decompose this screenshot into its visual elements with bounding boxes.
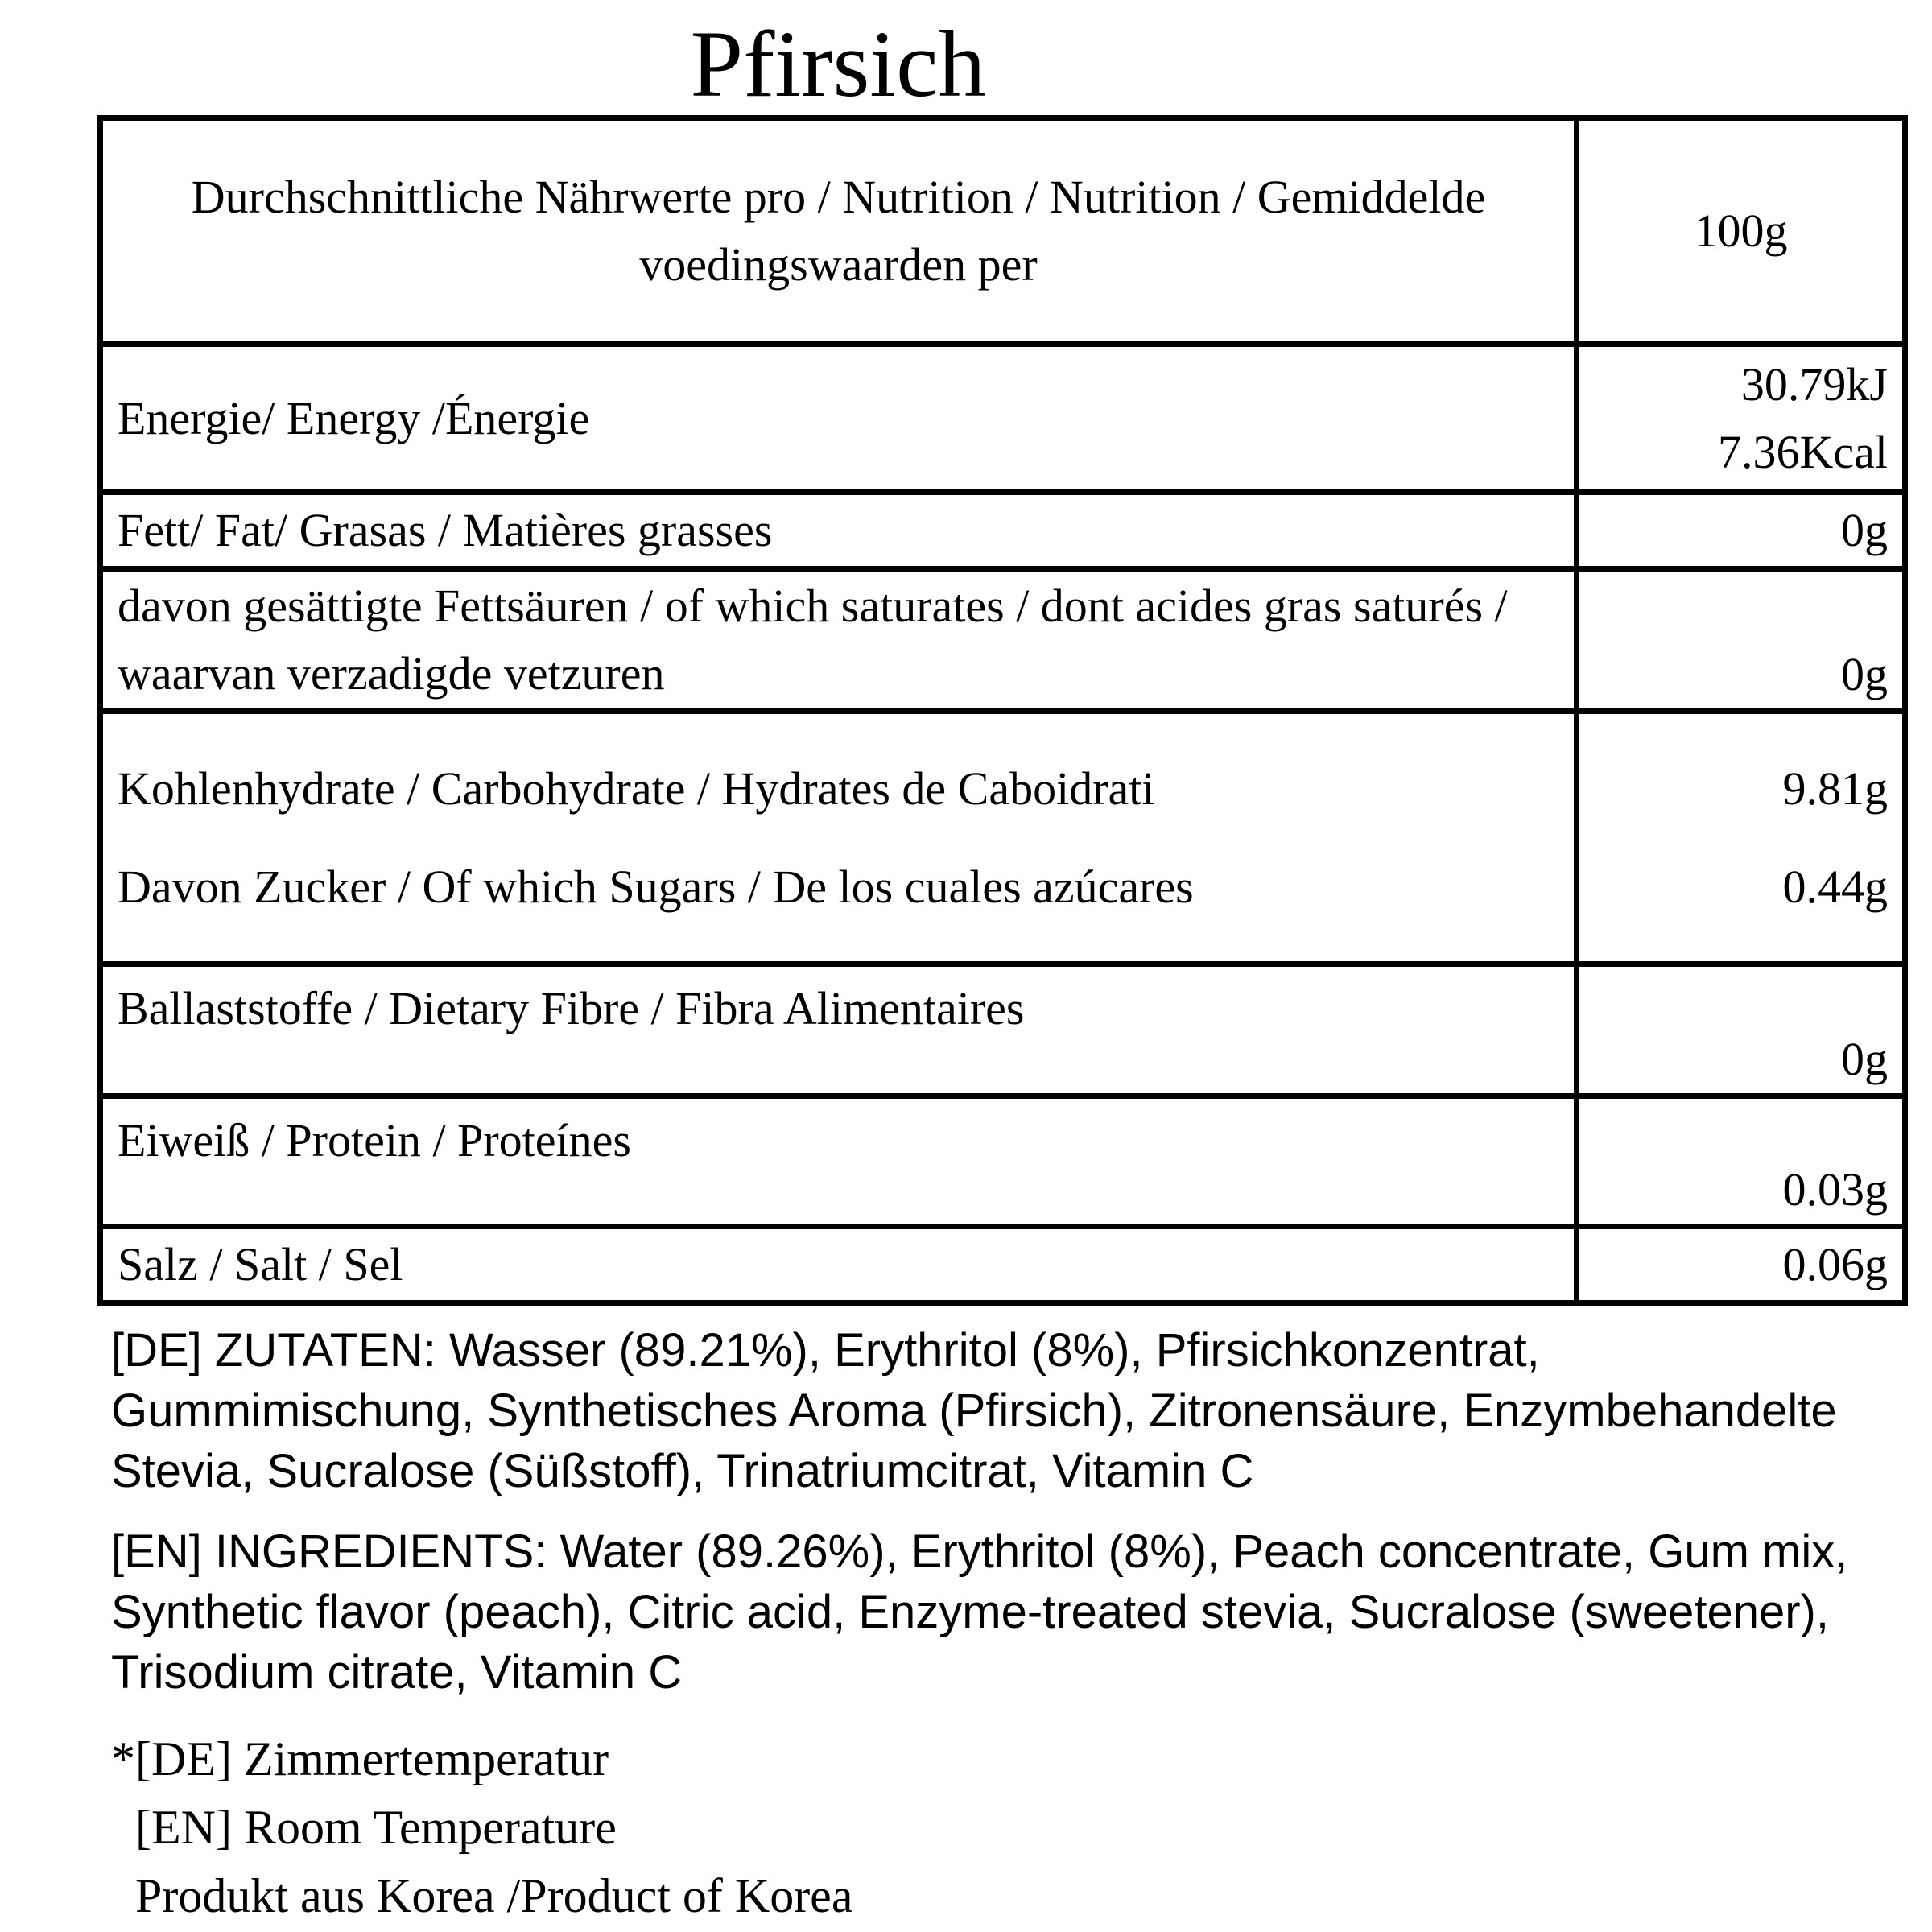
fibre-value: 0g	[1577, 964, 1905, 1096]
protein-label: Eiweiß / Protein / Proteínes	[101, 1096, 1577, 1227]
nutrition-table	[97, 115, 1908, 1306]
saturates-value: 0g	[1577, 569, 1905, 712]
energy-row	[101, 345, 1905, 493]
carbohydrate-value: 9.81g	[1782, 762, 1888, 815]
fibre-label: Ballaststoffe / Dietary Fibre / Fibra Alimentaires	[101, 964, 1577, 1096]
sugars-value: 0.44g	[1782, 860, 1888, 913]
carbohydrate-values	[1577, 712, 1905, 964]
carbohydrate-label: Kohlenhydrate / Carbohydrate / Hydrates de Caboidrati	[118, 762, 1155, 815]
ingredients-de: [DE] ZUTATEN: Wasser (89.21%), Erythritol (8%), Pfirsichkonzentrat, Gummimischung, Synthetisches Aroma (Pfirsich), Zitronensäure, Enzymbehandelte Stevia, Sucralose (Süßstoff), Trinatriumcitrat, Vitamin C	[111, 1324, 1837, 1497]
product-title: Pfirsich	[690, 11, 986, 117]
protein-row	[101, 1096, 1905, 1227]
ingredients-en: [EN] INGREDIENTS: Water (89.26%), Erythritol (8%), Peach concentrate, Gum mix, Synthetic flavor (peach), Citric acid, Enzyme-treated stevia, Sucralose (sweetener), Trisodium citrate, Vitamin C	[111, 1525, 1848, 1699]
fibre-row	[101, 964, 1905, 1096]
storage-de: *[DE] Zimmertemperatur	[111, 1732, 609, 1785]
energy-kcal: 7.36Kcal	[1718, 425, 1888, 478]
header-label: Durchschnittliche Nährwerte pro / Nutrition / Nutrition / Gemiddelde voedingswaarden per	[101, 118, 1577, 345]
carbohydrate-row	[101, 712, 1905, 964]
energy-label: Energie/ Energy /Énergie	[101, 345, 1577, 493]
saturates-row	[101, 569, 1905, 712]
sugars-label: Davon Zucker / Of which Sugars / De los cuales azúcares	[118, 860, 1194, 913]
carbohydrate-labels	[101, 712, 1577, 964]
fat-label: Fett/ Fat/ Grasas / Matières grasses	[101, 493, 1577, 569]
protein-value: 0.03g	[1577, 1096, 1905, 1227]
fat-row	[101, 493, 1905, 569]
salt-label: Salz / Salt / Sel	[101, 1227, 1577, 1303]
saturates-label: davon gesättigte Fettsäuren / of which saturates / dont acides gras saturés / waarvan verzadigde vetzuren	[101, 569, 1577, 712]
table-header-row	[101, 118, 1905, 345]
salt-value: 0.06g	[1577, 1227, 1905, 1303]
header-value: 100g	[1577, 118, 1905, 345]
storage-en: [EN] Room Temperature	[111, 1801, 617, 1854]
energy-kj: 30.79kJ	[1740, 357, 1888, 411]
salt-row	[101, 1227, 1905, 1303]
energy-value	[1577, 345, 1905, 493]
origin: Produkt aus Korea /Product of Korea	[111, 1869, 853, 1922]
fat-value: 0g	[1577, 493, 1905, 569]
footer	[111, 1725, 852, 1930]
